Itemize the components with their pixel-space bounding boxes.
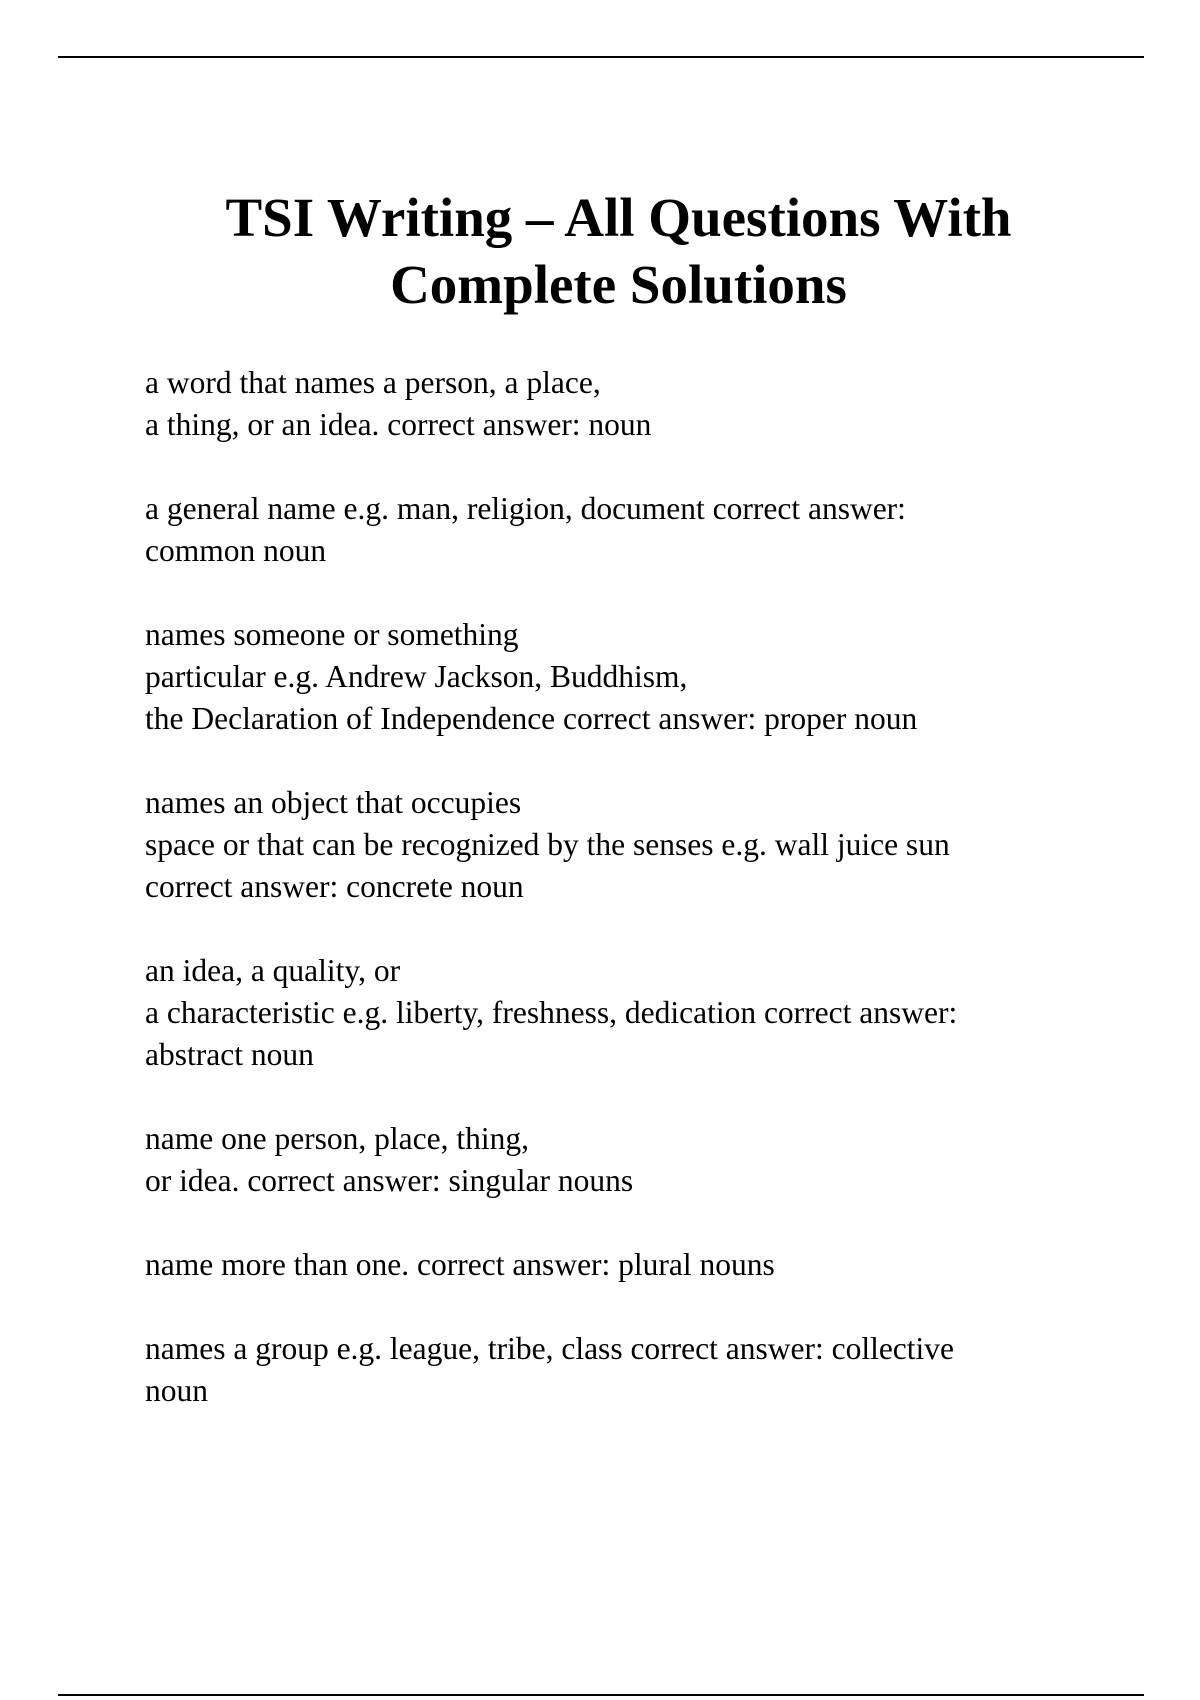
entry-line: an idea, a quality, or [145, 953, 401, 988]
qa-entry [145, 1244, 1145, 1286]
entry-line: name one person, place, thing, [145, 1121, 529, 1156]
qa-entry [145, 614, 1145, 740]
entry-line: names an object that occupies [145, 785, 522, 820]
entry-line: names a group e.g. league, tribe, class correct answer: collective [145, 1331, 955, 1366]
entry-line: a characteristic e.g. liberty, freshness, dedication correct answer: [145, 995, 958, 1030]
entry-line: name more than one. correct answer: plural nouns [145, 1247, 775, 1282]
entry-line: the Declaration of Independence correct answer: proper noun [145, 701, 918, 736]
entry-line: a general name e.g. man, religion, document correct answer: [145, 491, 906, 526]
qa-list [145, 362, 1145, 1454]
top-rule [58, 56, 1144, 58]
qa-entry [145, 1328, 1145, 1412]
qa-entry [145, 950, 1145, 1076]
qa-entry [145, 488, 1145, 572]
qa-entry [145, 1118, 1145, 1202]
entry-line: names someone or something [145, 617, 519, 652]
entry-line: abstract noun [145, 1037, 314, 1072]
entry-line: common noun [145, 533, 327, 568]
entry-line: a word that names a person, a place, [145, 365, 601, 400]
entry-line: correct answer: concrete noun [145, 869, 524, 904]
bottom-rule [58, 1694, 1144, 1696]
title-line-2: Complete Solutions [390, 254, 847, 315]
entry-line: a thing, or an idea. correct answer: noun [145, 407, 652, 442]
title-line-1: TSI Writing – All Questions With [225, 187, 1012, 248]
qa-entry [145, 782, 1145, 908]
document-title [0, 184, 1200, 318]
entry-line: particular e.g. Andrew Jackson, Buddhism, [145, 659, 688, 694]
qa-entry [145, 362, 1145, 446]
entry-line: noun [145, 1373, 208, 1408]
entry-line: space or that can be recognized by the senses e.g. wall juice sun [145, 827, 950, 862]
entry-line: or idea. correct answer: singular nouns [145, 1163, 634, 1198]
